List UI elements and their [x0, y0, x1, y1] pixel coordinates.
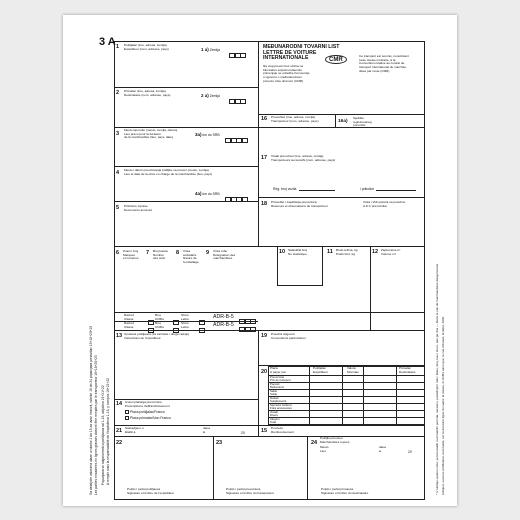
sender-instructions-label: Uputstva pošiljaoca (za carinske i druge radnje) Instructions de l'expéditeur — [124, 332, 190, 340]
delivery-place-label: Mesto isporuke (mesto, zemlja, datum) Lieu prévu pour la livraison de la marchandise (lieu, pays, date) — [124, 128, 178, 140]
statistical-number-label: Statistički broj No statistique — [288, 248, 308, 256]
intro-text-sr: Na ovaj prevoz bez obzira na bilo kakvu suprotnu klauzulu primenjuju se odredbe Konvencije o ugovoru o međunarodnom prevozu robe drumom (CMR) — [263, 64, 310, 83]
established-at-label: Sastavljeno u Établi à — [125, 426, 144, 434]
consignee-country-boxes[interactable] — [229, 93, 246, 111]
left-margin-note-2: Les parties encadrées en lignes grasses doivent être remplies par le transporteur 16+18+20+23 — [94, 355, 98, 495]
form-title: MEĐUNARODNI TOVARNI LIST LETTRE DE VOITURE INTERNATIONALE — [263, 44, 340, 62]
form-frame — [114, 41, 425, 500]
goods-nature-label: Vrsta robe Désignation des marchandises — [213, 249, 236, 261]
gross-weight-label: Bruto težina, kg Poids brut, kg — [336, 248, 358, 256]
packages-count-label: Broj koleta Nombre des colis — [153, 249, 168, 261]
option-sender-pays[interactable]: Plaća pošiljalac/Franco — [125, 410, 165, 414]
right-margin-note-2: indiquer, outre la certification éventuelle, sur la dernière ligne du cadre: la classe, le chiffre ainsi que, le cas échéant, la lettre, ADR. — [441, 316, 445, 495]
left-margin-note-3: Popunjava se odgovornošću pošiljaoca od 1-15, uključivo 19+21+22 — [101, 385, 105, 485]
carrier-remarks-label: Primedbe i zapažanja prevozioca Réserves et observations du transporteur — [271, 200, 328, 208]
cmr-form-sheet: 3 A 1 Pošiljalac (ime, adresa, zemlja) Expéditeur (nom, adresse, pays) 1 a) Zemlja 2 Primalac (ime, adresa, zemlja) Destinataire (nom, adresse, pays) 2 a) Zemlja 3 Mesto isporuke (mesto, zemlja, datum) Lieu prévu pour la livraison de la marchandise (lieu, pays, date) 3a) km do SRB 4 Mesto i datum preuzimanja pošiljke na prevoz (mesto, zemlja) Lieu et date de la prise en charge de la marchandise (lieu, pays) 4a) km do SRB 5 Priložene isprave Documents annexés MEĐUNARODNI TOVARNI LIST LETTRE DE VOITURE INTERNATIONALE CMR Na ovaj prevoz bez obzira na bilo kakvu suprotnu klauzulu primenjuju se odredbe Konvencije o ugovoru o međunarodnom prevozu robe drumom (CMR) Ce transport est soumis, nonobstant toute clause contraire, à la Convention relative au contrat de transport international de marchan- dises par route (CMR) 16 Prevozilac (ime, adresa, zemlja) Transporteur (nom, adresse, pays) 16a) Sjedište registrovanog prevozilo 17 Ostali prevozioci (ime, adresa, zemlja) Transporteurs successifs (nom, adresse, pays) Reg. broj vozila i prikolice 18 Primedbe i zapažanja prevozioca Réserves et observations du transporteur Vrsta i Vidi uplonik na posebno A ili C prevoznika 6 Znaci i broj Marques et numéros 7 Broj koleta Nombre des colis 8 Vrsta ambalaže Nature de l'emballage 9 Vrsta robe Désignation des marchandises 10 Statistički broj No statistique 11 Bruto težina, kg Poids brut, kg 12 Zapremina m³ Volume m³ Razred Classe Broj Chiffre Slovo Lettre ADR-B-5 Razred Classe Broj Chiffre Slovo Lettre ADR-B-5 13 Uputstva pošiljaoca (za carinske i druge radnje) Instructions de l'expéditeur 19 Posebni dogovori Conventions particulières 20 Plaća A payer par Pošiljalac Expéditeur Valuta Monnaie Primalac Destinataire Prevoznina Prix de transport Popusti Réductions Saldo Solde Dodaci Suppléments Sporedni troškovi Frais accessoires Ostalo Divers Ukupno Total 14 Uslovi plaćanja prevoznine Prescriptions d'affranchissement Plaća pošiljalac/Franco Plaća primalac/Non Franco 21 Sastavljeno u Établi à dana le 20 15 Pouzeće Remboursement 22 Potpis i pečat pošiljaoca Signature et timbre de l'expéditeur 23 Potpis i pečat prevozioca Signature et timbre du transporteur 24 Pošiljku preuzeo Marchandises reçues Mesto Lieu dana le 20 Potpis i pečat primaoca Signature et timbre du destinataire Sa detaljnim uslovima ulaze u rubrike 1 do 15 za uvoz i tranzit, rubrike 16 do 24 popunjava prevozilac 15+18+20+23 Les parties encadrées en lignes grasses doivent être remplies par le transporteur 16+18+20+23 Popunjava se odgovornošću pošiljaoca od 1-15, uključivo 19+21+22 A remplir sous la responsabilité de l'expéditeur 1-15, y compris 19+21+22 * U slučaju opasne robe, pored ostalih eventualnih potvrda, navesti u poslednjem redu: klasu, broj, kao i slovo, ako ga ima — Dans le cas de marchandises dangereuses indiquer, outre la certification éventuelle, sur la dernière ligne du cadre: la classe, le chiffre ainsi que, le cas échéant, la lettre, ADR. — [63, 15, 457, 506]
documents-label: Priložene isprave Documents annexés — [124, 204, 153, 212]
pickup-km-boxes[interactable] — [225, 191, 247, 209]
special-agreements-label: Posebni dogovori Conventions particulières — [271, 332, 306, 340]
copy-label: 3 A — [99, 36, 116, 48]
left-margin-note-4: A remplir sous la responsabilité de l'expéditeur 1-15, y compris 19+21+22 — [106, 377, 110, 485]
cmr-badge: CMR — [325, 55, 347, 64]
cash-on-delivery-label: Pouzeće Remboursement — [271, 426, 294, 434]
consignee-label: Primalac (ime, adresa, zemlja) Destinataire (nom, adresse, pays) — [124, 89, 171, 97]
marks-label: Znaci i broj Marques et numéros — [123, 249, 139, 261]
sender-signature-label: Potpis i pečat pošiljaoca Signature et timbre de l'expéditeur — [127, 487, 175, 495]
right-margin-note-1: * U slučaju opasne robe, pored ostalih eventualnih potvrda, navesti u poslednjem redu: klasu, broj, kao i slovo, ako ga ima — Dans le cas de marchandises dangereuses — [435, 263, 439, 495]
pickup-place-label: Mesto i datum preuzimanja pošiljke na prevoz (mesto, zemlja) Lieu et date de la prise en charge de la marchandise (lieu, pays) — [124, 168, 213, 176]
packing-label: Vrsta ambalaže Nature de l'emballage — [183, 249, 199, 265]
goods-received-label: Pošiljku preuzeo Marchandises reçues — [320, 436, 350, 444]
adr-code-2: ADR-B-5 — [213, 322, 234, 328]
carrier-signature-label: Potpis i pečat prevozioca Signature et timbre du transporteur — [226, 487, 274, 495]
sender-label: Pošiljalac (ime, adresa, zemlja) Expéditeur (nom, adresse, pays) — [124, 43, 169, 51]
adr-code-1: ADR-B-5 — [213, 314, 234, 320]
delivery-km-boxes[interactable] — [225, 132, 247, 150]
option-consignee-pays[interactable]: Plaća primalac/Non Franco — [125, 416, 171, 420]
volume-label: Zapremina m³ Volume m³ — [381, 248, 401, 256]
payment-terms-label: Uslovi plaćanja prevoznine Prescriptions d'affranchissement — [125, 400, 170, 408]
successive-carriers-label: Ostali prevozioci (ime, adresa, zemlja) Transporteurs successifs (nom, adresse, pays) — [271, 154, 336, 162]
consignee-signature-label: Potpis i pečat primaoca Signature et timbre du destinataire — [321, 487, 369, 495]
left-margin-note-1: Sa detaljnim uslovima ulaze u rubrike 1 do 15 za uvoz i tranzit, rubrike 16 do 24 popunjava prevozilac 15+18+20+23 — [89, 325, 93, 495]
intro-text-fr: Ce transport est soumis, nonobstant toute clause contraire, à la Convention relative au contrat de transport international de marchan- dises par route (CMR) — [359, 54, 409, 73]
carrier-label: Prevozilac (ime, adresa, zemlja) Transporteur (nom, adresse, pays) — [271, 115, 319, 123]
sender-country-boxes[interactable] — [229, 47, 246, 65]
